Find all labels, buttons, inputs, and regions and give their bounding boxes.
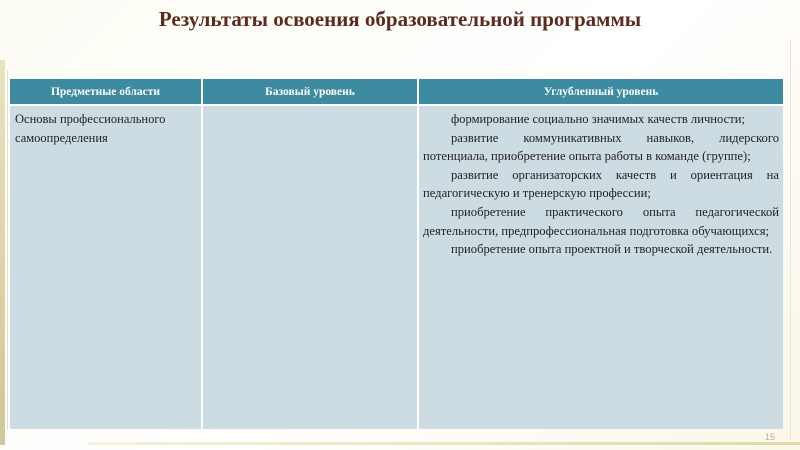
- table-header-row: [10, 79, 783, 105]
- results-table: [10, 79, 783, 429]
- header-subject-areas: Предметные области: [10, 79, 202, 105]
- cell-advanced-level: [418, 105, 783, 429]
- decorative-frame-line: [7, 70, 8, 430]
- decorative-frame-bottom: [88, 442, 800, 445]
- results-table-container: [10, 79, 783, 429]
- advanced-result-item: формирование социально значимых качеств личности;: [451, 112, 745, 126]
- advanced-result-item: развитие коммуникативных навыков, лидерского потенциала, приобретение опыта работы в команде (группе);: [423, 130, 779, 164]
- cell-subject-area: Основы профессионального самоопределения: [10, 105, 202, 429]
- decorative-frame-right: [790, 40, 791, 440]
- header-advanced-level: Углубленный уровень: [418, 79, 783, 105]
- header-basic-level: Базовый уровень: [202, 79, 418, 105]
- cell-basic-level: [202, 105, 418, 429]
- page-number: 15: [765, 432, 776, 442]
- decorative-frame-left: [0, 60, 5, 445]
- advanced-result-item: развитие организаторских качеств и ориентация на педагогическую и тренерскую профессии;: [423, 167, 779, 201]
- advanced-result-item: приобретение опыта проектной и творческой деятельности.: [451, 242, 773, 257]
- slide-title: Результаты освоения образовательной программы: [158, 7, 642, 31]
- table-row: [10, 105, 783, 429]
- advanced-result-item: приобретение практического опыта педагогической деятельности, предпрофессиональная подготовка обучающихся;: [423, 204, 779, 238]
